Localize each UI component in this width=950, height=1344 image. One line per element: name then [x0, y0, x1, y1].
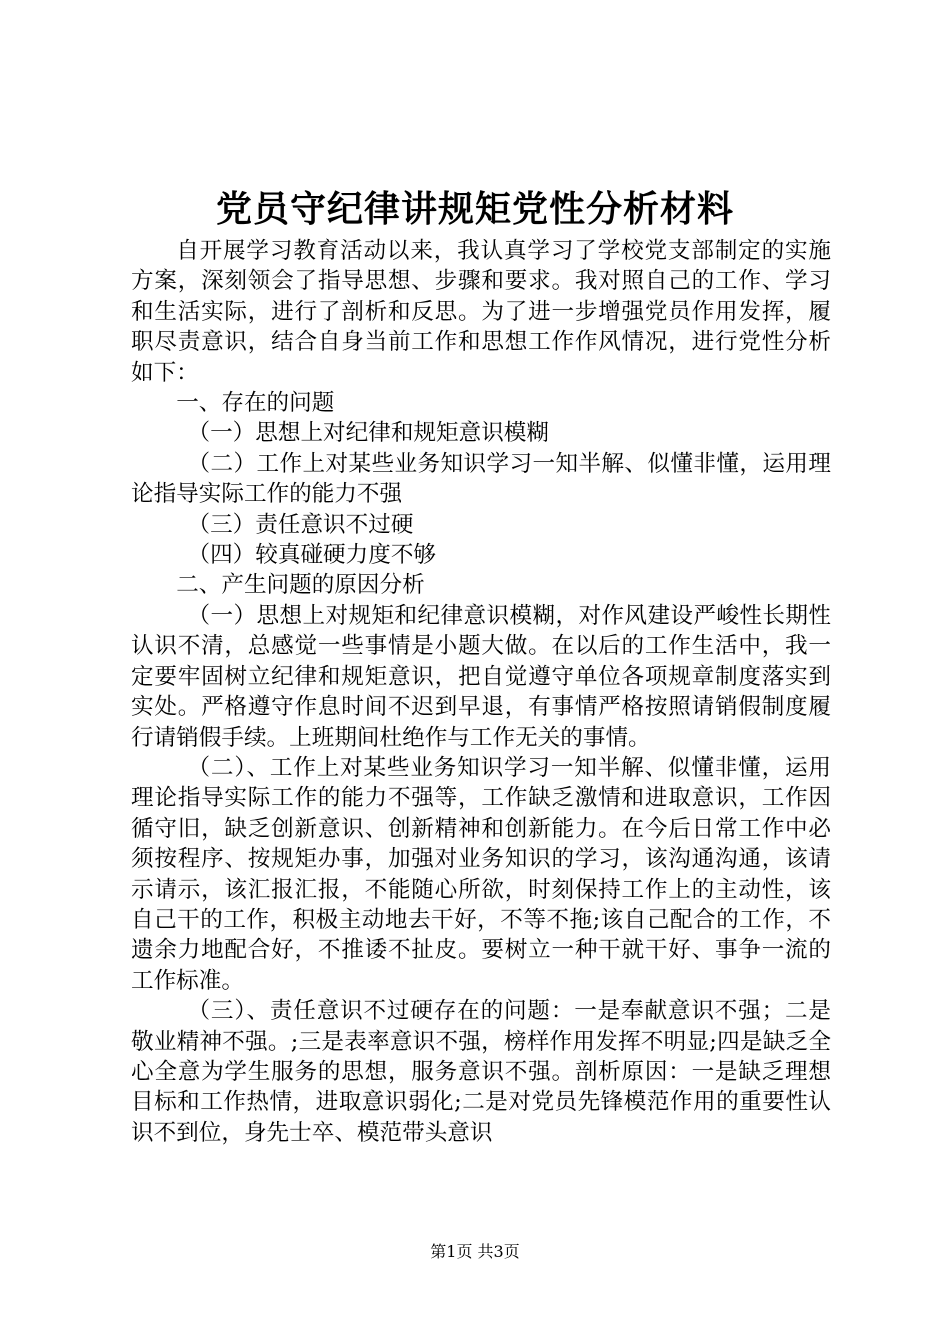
document-title: 党员守纪律讲规矩党性分析材料 [215, 188, 734, 230]
cause-paragraph-1: （一）思想上对规矩和纪律意识模糊，对作风建设严峻性长期性认识不清，总感觉一些事情是小题大做。在以后的工作生活中，我一定要牢固树立纪律和规矩意识，把自觉遵守单位各项规章制度落实到实处。严格遵守作息时间不迟到早退，有事情严格按照请销假制度履行请销假手续。上班期间杜绝作与工作无关的事情。 [131, 602, 831, 751]
page-footer: 第1页 共3页 [430, 1242, 520, 1261]
problem-item-2: （二）工作上对某些业务知识学习一知半解、似懂非懂，运用理论指导实际工作的能力不强 [131, 450, 831, 508]
cause-paragraph-3: （三）、责任意识不过硬存在的问题：一是奉献意识不强；二是敬业精神不强。;三是表率意识不强，榜样作用发挥不明显;四是缺乏全心全意为学生服务的思想，服务意识不强。剖析原因：一是缺乏理想目标和工作热情，进取意识弱化;二是对党员先锋模范作用的重要性认识不到位，身先士卒、模范带头意识 [131, 998, 831, 1146]
problem-item-3: （三）责任意识不过硬 [187, 511, 414, 538]
intro-paragraph: 自开展学习教育活动以来，我认真学习了学校党支部制定的实施方案，深刻领会了指导思想、步骤和要求。我对照自己的工作、学习和生活实际，进行了剖析和反思。为了进一步增强党员作用发挥，履职尽责意识，结合自身当前工作和思想工作作风情况，进行党性分析如下： [131, 238, 831, 386]
cause-paragraph-2: （二）、工作上对某些业务知识学习一知半解、似懂非懂，运用理论指导实际工作的能力不强等，工作缺乏激情和进取意识，工作因循守旧，缺乏创新意识、创新精神和创新能力。在今后日常工作中必须按程序、按规矩办事，加强对业务知识的学习，该沟通沟通，该请示请示，该汇报汇报，不能随心所欲，时刻保持工作上的主动性，该自己干的工作，积极主动地去干好，不等不拖;该自己配合的工作，不遗余力地配合好，不推诿不扯皮。要树立一种干就干好、事争一流的工作标准。 [131, 754, 831, 994]
problem-item-4: （四）较真碰硬力度不够 [187, 542, 437, 569]
problem-item-1: （一）思想上对纪律和规矩意识模糊 [187, 420, 549, 447]
document-body [131, 236, 831, 1148]
section-heading-causes: 二、产生问题的原因分析 [176, 572, 425, 599]
section-heading-problems: 一、存在的问题 [176, 390, 335, 417]
